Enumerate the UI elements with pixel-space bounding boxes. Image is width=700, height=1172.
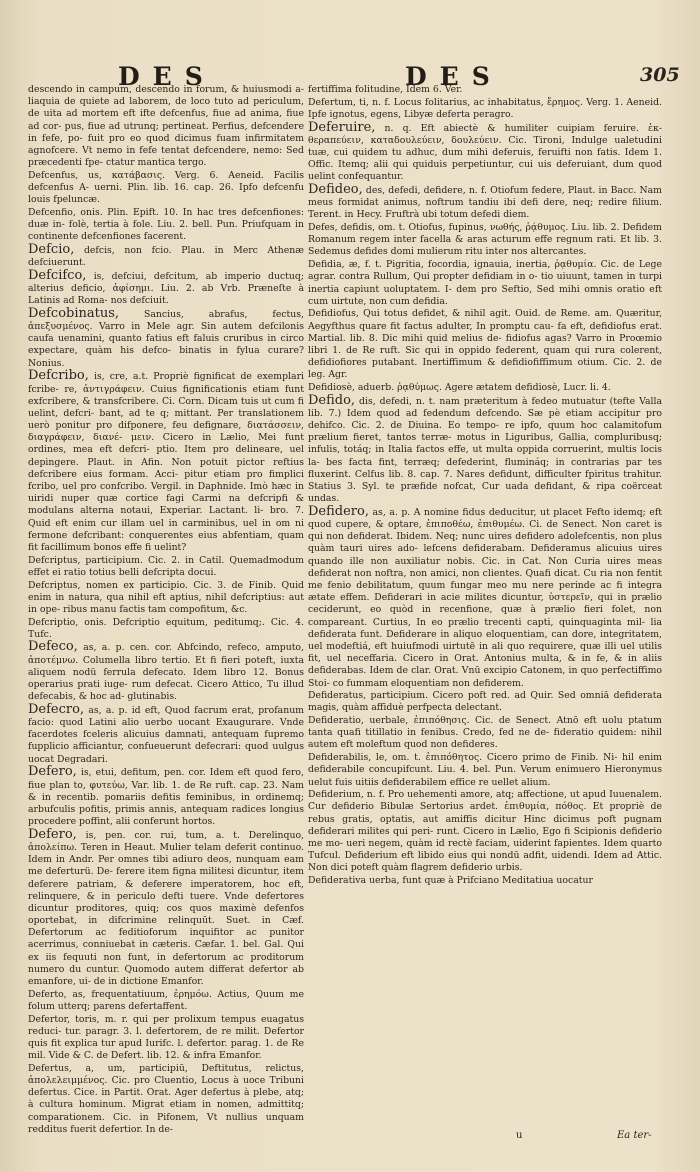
entry-text: Defidia, æ, f. t. Pigritia, focordia, ignauia, inertia, ῥᾳθυμία. Cic. de Lege agrar. contra Rullum, Qui propter defidiam in o- tio uiuunt, tamen in turpi inertia capiunt uoluptatem. I- dem pro Seftio, Sed mihi omnis oratio eft cum uirtute, non cum defidia. [308,259,662,307]
dictionary-entry [308,84,662,96]
entry-text: descendo in campum, descendo in forum, & huiusmodi a- liaquia de quiete ad laborem, de loco tuto ad periculum, de uita ad mortem eft ifte defcenfus, fiue ad anima, fiue ad cor- pus, fiue ad utrunq; pertineat. Perfius, defcendere in fefe, po- fuit pro eo quod dicimus fuam infirmitatem agnofcere. Vt nemo in fefe tentat defcendere, nemo: Sed præcedenti fpe- ctatur mantica tergo. [28,84,304,169]
dictionary-entry [308,752,662,789]
dictionary-entry [28,305,304,370]
dictionary-entry [28,580,304,617]
dictionary-entry [28,766,304,828]
entry-text: Defcriptus, participium. Cic. 2. in Catil. Quemadmodum effet ei ratio totius belli defcripta docui. [28,554,304,578]
entry-text: n. q. Eft abiectè & humiliter cuipiam feruire. ἐκ- θεραπεύειν, καταδουλεύειν, δουλεύειν. Cic. Tironi, Indulge ualetudini tuæ, cui quidem tu adhuc, dum mihi deferuis, feruifti non fatis. Idem 1. Offic. Itemq; alii qui quiduis perpetiuntur, cui uis deferuiant, dum quod uelint confequantur. [308,122,662,183]
dictionary-entry [308,503,662,690]
entry-text: Defiderativa uerba, funt quæ à Prifciano Meditatiua uocatur [308,875,593,886]
catchword: Ea ter- [617,1130,652,1141]
entry-text: Defes, defidis, om. t. Otiofus, fupinus, νωθής, ῥᾴθυμος. Liu. lib. 2. Defidem Romanum regem inter facella & aras acturum effe regnum rati. Et lib. 3. Sedemus defides domi mulierum ritu inter nos altercantes. [308,222,662,258]
entry-headword: Defero, [28,764,77,780]
dictionary-entry [308,715,662,752]
entry-text: defcis, non fcio. Plau. in Merc Athenæ defciuerunt. [28,244,304,269]
dictionary-entry [28,170,304,207]
entry-text: is, cre, a.t. Propriè fignificat de exemplari fcribe- re, ἀντιγράφειν. Cuius fignificationis etiam funt exfcribere, & transfcribere. Ci. Corn. Dicam tuis ut cum fi uelint, defcri- bant, ad te q; mittant. Per translationem uerò ponitur pro difponere, feu defignare, διατάσσειν, διαγράφειν, διανέ- μειν. Cicero in Lælio, Mei funt ordines, mea eft defcri- ptio. Item pro delineare, uel depingere. Plaut. in Afin. Non potuit pictor reftius defcribere eius formam. Acci- pitur etiam pro fimplici fcribo, uel pro confcribo. Vergil. in Daphnide. Imò hæc in uiridi nuper quæ cortice fagi Carmi na defcripfi & modulans alterna notaui, Experiar. Lactant. li- bro. 7. Quid eft enim cur illam uel in carminibus, uel in om ni fermone defcribant: conquerentes eius abfentiam, quam fit facillimum bonos effe fi uelint? [28,371,304,553]
entry-text: as, a. p. id eft, Quod facrum erat, profanum facio: quod Latini alio uerbo uocant Exaugurare. Vnde facerdotes fceleris alicuius damnati, antequam fupremo fupplicio afficiantur, confueuerunt defecrari: quod uulgus uocat Degradari. [28,704,304,765]
entry-text: Defcriptio, onis. Defcriptio equitum, peditumq;. Cic. 4. Tufc. [28,616,304,640]
dictionary-entry [28,1014,304,1063]
entry-text: Defertus, a, um, participiū, Deftitutus, relictus, ἀπολελειμμένος. Cic. pro Cluentio, Locus à uoce Tribuni defertus. Cice. in Partit. Orat. Ager defertus à plebe, atq; à cultura hominum. Migrat etiam in nomen, admittitq; comparationem. Cic. in Pifonem, Vt nullius unquam redditus fuerit defertior. In de- [28,1062,304,1135]
dictionary-entry [308,789,662,874]
dictionary-entry [28,989,304,1013]
entry-text: Defideratus, participium. Cicero poft red. ad Quir. Sed omniā defiderata magis, quàm affiduè perfpecta delectant. [308,690,662,714]
entry-text: Defidiosè, aduerb. ῥᾳθύμως. Agere ætatem defidiosè, Lucr. li. 4. [308,382,611,393]
entry-text: as, a. p. A nomine fidus deducitur, ut placet Fefto idemq; eft quod cupere, & optare, ἐπιποθέω, ἐπιθυμέω. Ci. de Senect. Non caret is qui non defiderat. Ibidem. Neq; nunc uires defidero adolefcentis, non plus quàm tauri uires ado- lefcens defiderabam. Defideramus alicuius uires quando ille non auxiliatur nobis. Cic. in Cat. Non Curia uires meas defiderat non noftra, non amici, non clientes. Quafi dicat. Cu ria non fentit me fenio debilitatum, quum fungar meo mu nere perinde ac fi integra ætate effem. Defiderari in acie milites dicuntur, ὑστερεῖν, qui in prælio ceciderunt, eo quòd in recenfione, quæ à prælio fieri folet, non compareant. Curtius, In eo prælio trecenti capti, quinquaginta mil- lia defiderata funt. Defiderare in aliquo eloquentiam, can dore, integritatem, uel modeftiá, eft huiufmodi uirtutē in ali quo requirere, quæ illi uel utilis fit, uel neceffaria. Cicero in Orat. Antonius multa, & in fe, & in aliis defiderabas. Idem de clar. Orat. Vnū excipio Catonem, in quo perfectiffimo Stoi- co fummam eloquentiam non defiderem. [308,506,662,689]
entry-headword: Defcobinatus, [28,305,120,321]
dictionary-entry [308,382,662,394]
entry-headword: Defero, [28,826,77,842]
dictionary-entry [28,641,304,703]
entry-text: Deferto, as, frequentatiuum, ἐρημόω. Actius, Quum me folum utterq; parens defertaffent. [28,988,304,1012]
page-number: 305 [640,64,680,86]
entry-text: dis, defedi, n. t. nam præteritum à fedeo mutuatur (tefte Valla lib. 7.) Idem quod ad fedendum defcendo. Sæ pè etiam accipitur pro dehifco. Cic. 2. de Diuina. Eo tempo- re ipfo, quum hoc calamitofum prælium fieret, tantos terræ- motus in Liguribus, Gallia, compluribusq; infulis, totáq; in Italia factos effe, ut multa oppida corruerint, multis locis la- bes facta fint, terræq; defederint, flumináq; in contrarias par tes fluxerint. Celfus lib. 8. cap. 7. Nares defidunt, difficulter fpiritus trahitur. Statius 3. Syl. te præfide nofcat, Cur uada defidant, & ripa coërceat undas. [308,395,662,505]
entry-text: Defiderabilis, le, om. t. ἐπιπόθητος. Cicero primo de Finib. Ni- hil enim defiderabile concupifcunt. Liu. 4. bel. Pun. Verum enimuero Hieronymus uelut fuis uitiis defiderabilem effice re uellet alium. [308,752,662,788]
entry-text: Defidiofus, Qui totus defidet, & nihil agit. Ouid. de Reme. am. Quæritur, Aegyfthus quare fit factus adulter, In promptu cau- fa eft, defidiofus erat. Martial. lib. 8. Dic mihi quid melius de- fidiofus agas? Varro in Proœmio libri 1. de Re ruft. Sic qui in oppido federent, quam qui rura colerent, defidiofiores putabant. Inertiffimum & defidiofiffimum otium. Cic. 2. de leg. Agr. [308,308,662,381]
entry-text: Defiderium, n. f. Pro uehementi amore, atq; affectione, ut apud Iuuenalem. Cur defiderio Bibulæ Sertorius ardet. ἐπιθυμία, πόθος. Et propriè de rebus gratis, optatis, aut amiffis dicitur Hinc dicimus poft pugnam defiderari milites qui peri- runt. Cicero in Lælio, Ego fi Scipionis defiderio me mo- ueri negem, quàm id rectè faciam, uiderint fapientes. Idem quarto Tufcul. Defiderium eft libido eius qui nondū adfit, uidendi. Idem ad Attic. Non dici poteft quàm flagrem defiderio urbis. [308,789,662,874]
dictionary-entry [28,1063,304,1136]
entry-text: as, a. p. cen. cor. Abfcindo, refeco, amputo, ἀποτέμνω. Columella libro tertio. Et fi fieri poteft, iuxta aliquem nodü ferrula defecato. Idem libro 12. Bonus operarius prati iuge- rum defecat. Cicero Attico, Tu illud defecabis, & hoc ad- glutinabis. [28,642,304,703]
dictionary-entry [28,241,304,269]
dictionary-entry [28,701,304,766]
running-head-left: DES [118,62,216,91]
entry-text: Defcriptus, nomen ex participio. Cic. 3. de Finib. Quid enim in natura, qua nihil eft aptius, nihil defcriptius: aut in ope- ribus manu factis tam compofitum, &c. [28,579,304,615]
dictionary-entry [28,555,304,579]
entry-text: Defideratio, uerbale, ἐπιπόθησις. Cic. de Senect. Atnō eft uolu ptatum tanta quafi titillatio in fenibus. Credo, fed ne de- fideratio quidem: nihil autem eft moleftum quod non defideres. [308,715,662,751]
entry-text: des, defedi, defidere, n. f. Otiofum federe, Plaut. in Bacc. Nam meus formidat animus, noftrum tandiu ibi defi dere, neq; redire filium. Terent. in Hecy. Fruftrà ubi totum defedi diem. [308,185,662,221]
dictionary-entry [308,875,662,887]
entry-text: is, defciui, defcitum, ab imperio ductuq; alterius deficio, ἀφίσημι. Liu. 2. ab Vrb. Præneſte à Latinis ad Roma- nos defciuit. [28,270,304,307]
dictionary-entry [308,259,662,308]
dictionary-entry [28,84,304,169]
entry-headword: Deferuire, [308,119,376,135]
signature-mark: u [516,1130,523,1141]
entry-headword: Defcifco, [28,267,87,283]
entry-headword: Defideo, [308,182,363,197]
dictionary-entry [28,207,304,244]
entry-text: Defertor, toris, m. r. qui per prolixum tempus euagatus reduci- tur. paragr. 3. l. defertorem, de re milit. Defertor quis fit explica tur apud Iurifc. l. defertor. parag. 1. de Re mil. Vide & C. de Defert. lib. 12. & infra Emanfor. [28,1013,304,1062]
entry-headword: Defcribo, [28,368,89,384]
entry-headword: Defidero, [308,503,369,519]
dictionary-entry [308,222,662,259]
dictionary-entry [308,97,662,121]
dictionary-entry [28,617,304,641]
entry-text: fertiffima folitudine, Idem 6. Ver. [308,84,463,95]
entry-text: Sancius, abrafus, fectus, ἀπεξυσμένος. Varro in Mele agr. Sin autem defcilonis caufa uenamini, quanto fatius eft faluis cruribus in circo expectare, quàm his defco- binatis in fylua curare? Nonius. [28,308,304,369]
entry-headword: Defido, [308,392,356,408]
dictionary-entry [308,184,662,222]
entry-headword: Defcio, [28,241,75,257]
running-head-right: DES [405,62,503,91]
entry-headword: Defecro, [28,701,85,717]
dictionary-entry [308,690,662,714]
dictionary-entry [308,308,662,381]
dictionary-entry [28,826,304,988]
entry-text: is, pen. cor. rui, tum, a. t. Derelinquo, ἀπολείπω. Teren in Heaut. Mulier telam deferit continuo. Idem in Andr. Per omnes tibi adiuro deos, nunquam eam me deferturü. De- ferere item figna militesi dicuntur, item deferere patriam, & deferere imperatorem, hoc eft, relinquere, & in periculo defti tuere. Vnde defertores dicuntur proditores, quiq; cos quos maximè defenfos oportebat, in difcrimine relinquūt. Suet. in Cæf. Defertorum ac feditioforum inquifitor ac punitor acerrimus, conniuebat in cæteris. Cæfar. 1. bel. Gal. Qui ex iis fequuti non funt, in defertorum ac proditorum numero du cuntur. Quomodo autem differat defertor ab emanfore, ui- de in dictione Emanfor. [28,829,304,987]
dictionary-entry [308,392,662,506]
dictionary-entry [28,370,304,554]
entry-text: Defertum, ti, n. f. Locus folitarius, ac inhabitatus, ἔρημος. Verg. 1. Aeneid. Ipfe ignotus, egens, Libyæ deferta peragro. [308,96,662,120]
left-column [28,84,304,1136]
entry-text: Defcenfus, us, κατάβασις. Verg. 6. Aeneid. Facilis defcenfus A- uerni. Plin. lib. 16. cap. 26. Ipfo defcenfu louis fpeluncæ. [28,169,304,206]
entry-headword: Defeco, [28,639,78,655]
dictionary-entry [28,267,304,308]
right-column [308,84,662,887]
dictionary-entry [308,119,662,184]
entry-text: is, etui, defitum, pen. cor. Idem eft quod fero, fiue plan to, φυτεύω, Var. lib. 1. de Re ruft. cap. 23. Nam & in recentib. pomariis defitis feminibus, in ordinemq; arbufculis pofitis, primis annis, antequam radices longius procedere poffint, alii conferunt hortos. [28,767,304,828]
entry-text: Defcenfio, onis. Plin. Epift. 10. In hac tres defcenfiones: duæ in- folè, tertia à fole. Liu. 2. bell. Pun. Priufquam in continente defcenfiones facerent. [28,206,304,243]
